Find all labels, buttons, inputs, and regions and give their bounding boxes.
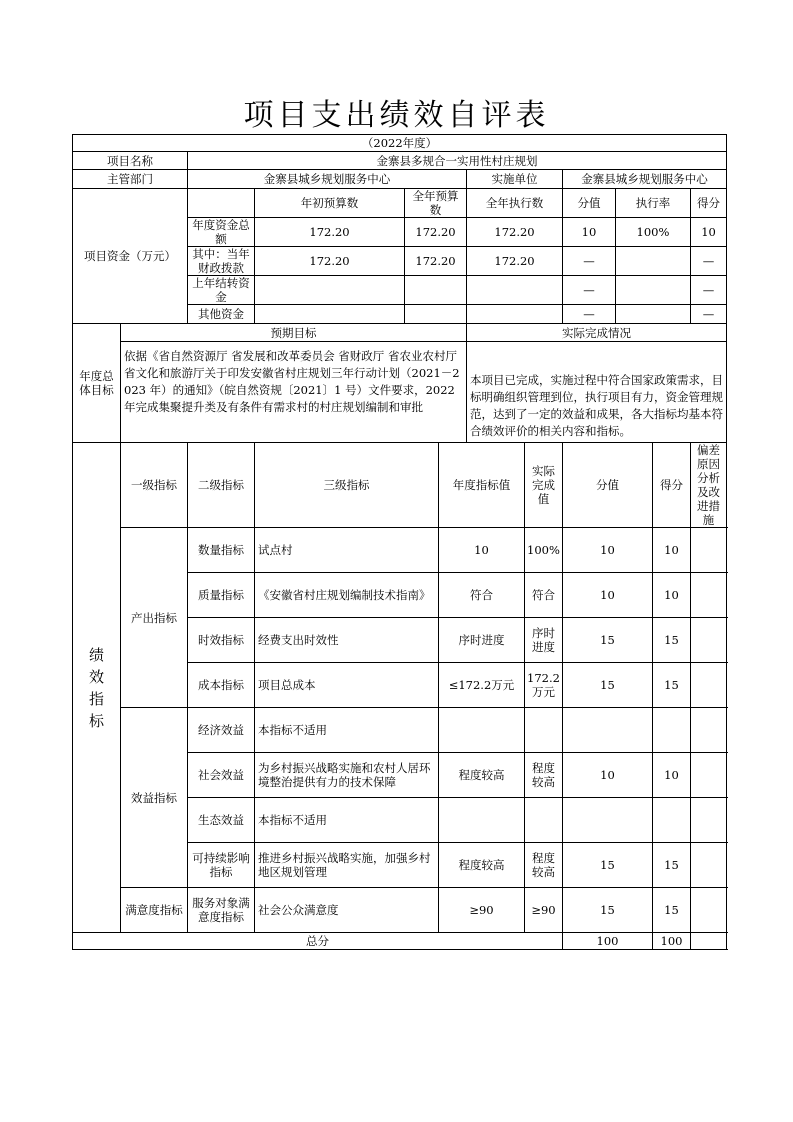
level2-indicator: 数量指标 bbox=[188, 528, 255, 573]
deviation-note bbox=[691, 618, 727, 663]
got-value: 10 bbox=[653, 573, 691, 618]
funds-header-empty bbox=[188, 189, 255, 218]
deviation-note bbox=[691, 663, 727, 708]
funds-cell: — bbox=[563, 305, 616, 324]
perf-indicator-text: 绩效指标 bbox=[89, 645, 105, 730]
score-value: 15 bbox=[563, 888, 653, 933]
target-value: 程度较高 bbox=[439, 753, 525, 798]
score-value: 15 bbox=[563, 618, 653, 663]
year-cell: （2022年度） bbox=[73, 135, 727, 152]
actual-value bbox=[525, 798, 563, 843]
funds-row-label: 其他资金 bbox=[188, 305, 255, 324]
funds-header: 得分 bbox=[691, 189, 727, 218]
self-evaluation-table bbox=[72, 134, 727, 950]
level3-indicator: 推进乡村振兴战略实施，加强乡村地区规划管理 bbox=[255, 843, 439, 888]
level3-indicator: 社会公众满意度 bbox=[255, 888, 439, 933]
deviation-note bbox=[691, 753, 727, 798]
actual-result-text: 本项目已完成，实施过程中符合国家政策需求，目标明确组织管理到位，执行项目有力，资金管理规范，达到了一定的效益和成果，各大指标均基本符合绩效评价的相关内容和指标。 bbox=[467, 342, 727, 443]
deviation-note bbox=[691, 798, 727, 843]
funds-cell bbox=[405, 305, 467, 324]
actual-value: 程度较高 bbox=[525, 753, 563, 798]
perf-header: 偏差原因分析及改进措施 bbox=[691, 443, 727, 528]
level2-indicator: 生态效益 bbox=[188, 798, 255, 843]
funds-cell bbox=[255, 276, 405, 305]
score-value: 15 bbox=[563, 663, 653, 708]
target-value: 符合 bbox=[439, 573, 525, 618]
actual-result-header: 实际完成情况 bbox=[467, 324, 727, 342]
funds-header: 全年执行数 bbox=[467, 189, 563, 218]
funds-cell: 10 bbox=[691, 218, 727, 247]
got-value bbox=[653, 798, 691, 843]
actual-value: 100% bbox=[525, 528, 563, 573]
target-value bbox=[439, 798, 525, 843]
level1-indicator: 产出指标 bbox=[121, 528, 188, 708]
funds-cell: — bbox=[563, 247, 616, 276]
got-value bbox=[653, 708, 691, 753]
perf-header: 一级指标 bbox=[121, 443, 188, 528]
expected-goal-text: 依据《省自然资源厅 省发展和改革委员会 省财政厅 省农业农村厅省文化和旅游厅关于印发安徽省村庄规划三年行动计划（2021－2023 年）的通知》（皖自然资规〔2021〕1 号）文件要求，2022年完成集聚提升类及有条件有需求村的村庄规划编制和审批 bbox=[121, 342, 467, 443]
impl-unit-value: 金寨县城乡规划服务中心 bbox=[563, 170, 727, 189]
perf-header: 实际完成值 bbox=[525, 443, 563, 528]
level2-indicator: 社会效益 bbox=[188, 753, 255, 798]
level3-indicator: 经费支出时效性 bbox=[255, 618, 439, 663]
score-value: 10 bbox=[563, 753, 653, 798]
funds-cell: 172.20 bbox=[255, 218, 405, 247]
actual-value: 序时进度 bbox=[525, 618, 563, 663]
score-value bbox=[563, 708, 653, 753]
level2-indicator: 时效指标 bbox=[188, 618, 255, 663]
deviation-note bbox=[691, 573, 727, 618]
actual-value: 符合 bbox=[525, 573, 563, 618]
total-score: 100 bbox=[563, 933, 653, 950]
got-value: 10 bbox=[653, 753, 691, 798]
target-value: 序时进度 bbox=[439, 618, 525, 663]
target-value: ≥90 bbox=[439, 888, 525, 933]
funds-cell: — bbox=[563, 276, 616, 305]
level2-indicator: 经济效益 bbox=[188, 708, 255, 753]
perf-header: 年度指标值 bbox=[439, 443, 525, 528]
funds-header: 执行率 bbox=[616, 189, 691, 218]
actual-value: 172.2万元 bbox=[525, 663, 563, 708]
funds-row-label: 上年结转资金 bbox=[188, 276, 255, 305]
funds-cell bbox=[255, 305, 405, 324]
dept-label: 主管部门 bbox=[73, 170, 188, 189]
funds-cell bbox=[616, 305, 691, 324]
level1-indicator: 效益指标 bbox=[121, 708, 188, 888]
funds-cell: 100% bbox=[616, 218, 691, 247]
funds-cell: 172.20 bbox=[405, 247, 467, 276]
level3-indicator: 《安徽省村庄规划编制技术指南》 bbox=[255, 573, 439, 618]
funds-cell bbox=[616, 276, 691, 305]
perf-indicator-label bbox=[73, 443, 121, 933]
level3-indicator: 试点村 bbox=[255, 528, 439, 573]
actual-value: ≥90 bbox=[525, 888, 563, 933]
target-value: ≤172.2万元 bbox=[439, 663, 525, 708]
score-value: 10 bbox=[563, 573, 653, 618]
level2-indicator: 质量指标 bbox=[188, 573, 255, 618]
funds-cell bbox=[467, 305, 563, 324]
funds-header: 全年预算数 bbox=[405, 189, 467, 218]
target-value: 程度较高 bbox=[439, 843, 525, 888]
target-value: 10 bbox=[439, 528, 525, 573]
perf-header: 二级指标 bbox=[188, 443, 255, 528]
funds-header: 年初预算数 bbox=[255, 189, 405, 218]
target-value bbox=[439, 708, 525, 753]
funds-row-label: 年度资金总额 bbox=[188, 218, 255, 247]
funds-cell: 172.20 bbox=[467, 218, 563, 247]
project-name-value: 金寨县多规合一实用性村庄规划 bbox=[188, 152, 727, 170]
level2-indicator: 成本指标 bbox=[188, 663, 255, 708]
funds-cell: — bbox=[691, 276, 727, 305]
perf-header: 得分 bbox=[653, 443, 691, 528]
level2-indicator: 可持续影响指标 bbox=[188, 843, 255, 888]
expected-goal-header: 预期目标 bbox=[121, 324, 467, 342]
actual-value bbox=[525, 708, 563, 753]
deviation-note bbox=[691, 528, 727, 573]
score-value: 10 bbox=[563, 528, 653, 573]
funds-cell: 10 bbox=[563, 218, 616, 247]
impl-unit-label: 实施单位 bbox=[467, 170, 563, 189]
funds-cell: — bbox=[691, 305, 727, 324]
got-value: 15 bbox=[653, 663, 691, 708]
perf-header: 分值 bbox=[563, 443, 653, 528]
deviation-note bbox=[691, 888, 727, 933]
funds-cell bbox=[616, 247, 691, 276]
got-value: 15 bbox=[653, 618, 691, 663]
level1-indicator: 满意度指标 bbox=[121, 888, 188, 933]
total-label: 总分 bbox=[73, 933, 563, 950]
actual-value: 程度较高 bbox=[525, 843, 563, 888]
dept-value: 金寨县城乡规划服务中心 bbox=[188, 170, 467, 189]
got-value: 10 bbox=[653, 528, 691, 573]
funds-cell: 172.20 bbox=[255, 247, 405, 276]
level2-indicator: 服务对象满意度指标 bbox=[188, 888, 255, 933]
deviation-note bbox=[691, 708, 727, 753]
level3-indicator: 本指标不适用 bbox=[255, 708, 439, 753]
got-value: 15 bbox=[653, 888, 691, 933]
level3-indicator: 本指标不适用 bbox=[255, 798, 439, 843]
annual-goal-label: 年度总体目标 bbox=[73, 324, 121, 443]
funds-label: 项目资金（万元） bbox=[73, 189, 188, 324]
funds-cell: 172.20 bbox=[467, 247, 563, 276]
total-got: 100 bbox=[653, 933, 691, 950]
total-note bbox=[691, 933, 727, 950]
level3-indicator: 为乡村振兴战略实施和农村人居环境整治提供有力的技术保障 bbox=[255, 753, 439, 798]
level3-indicator: 项目总成本 bbox=[255, 663, 439, 708]
funds-cell bbox=[467, 276, 563, 305]
score-value: 15 bbox=[563, 843, 653, 888]
funds-cell: — bbox=[691, 247, 727, 276]
page-title: 项目支出绩效自评表 bbox=[243, 98, 550, 133]
funds-header: 分值 bbox=[563, 189, 616, 218]
got-value: 15 bbox=[653, 843, 691, 888]
deviation-note bbox=[691, 843, 727, 888]
score-value bbox=[563, 798, 653, 843]
perf-header: 三级指标 bbox=[255, 443, 439, 528]
funds-cell: 172.20 bbox=[405, 218, 467, 247]
funds-row-label: 其中：当年财政拨款 bbox=[188, 247, 255, 276]
project-name-label: 项目名称 bbox=[73, 152, 188, 170]
funds-cell bbox=[405, 276, 467, 305]
